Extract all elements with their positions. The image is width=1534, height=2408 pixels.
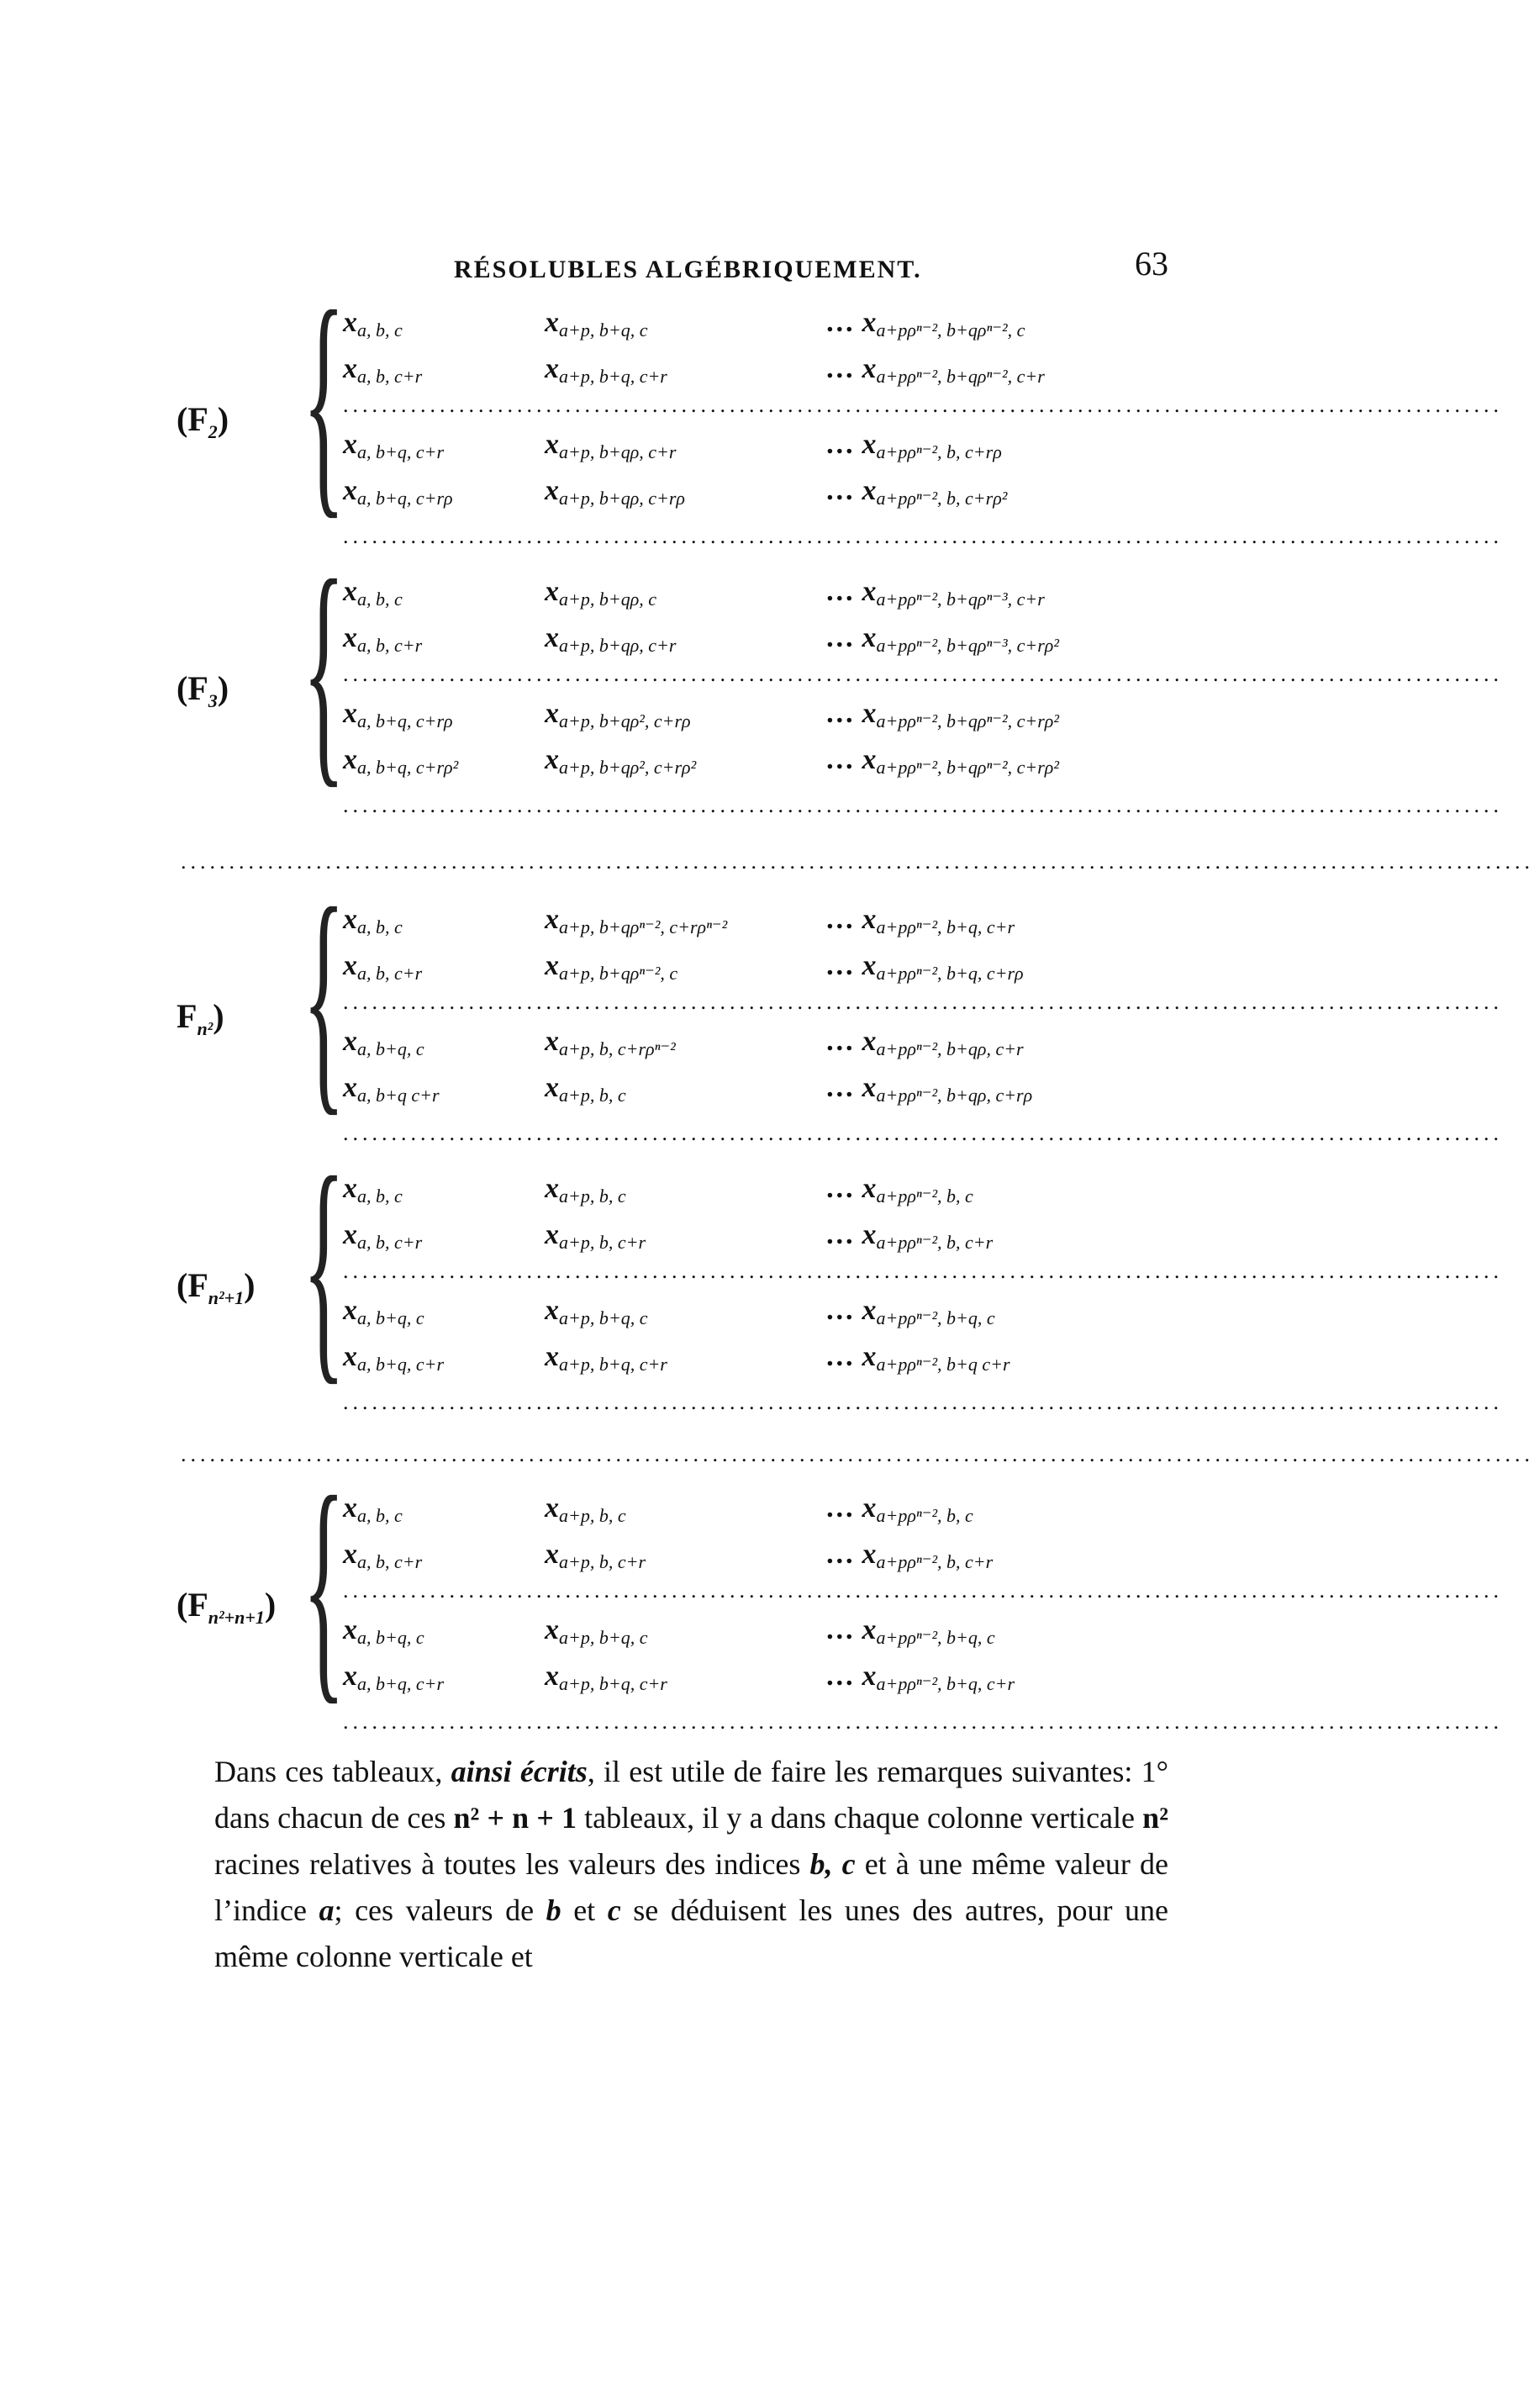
section-separator: ............................................................................................................................................ bbox=[181, 849, 1534, 874]
root-term: $x_{a+p, b+q\rho^2, c+r\rho}$ bbox=[545, 698, 691, 731]
root-term: $x_{a, b, c+r}$ bbox=[343, 1219, 423, 1253]
page-header bbox=[437, 244, 1168, 294]
paragraph-text: tableaux, il y a dans chaque colonne verticale bbox=[577, 1801, 1143, 1835]
root-term: $x_{a, b, c}$ bbox=[343, 307, 403, 341]
root-term: … $x_{a+p\rho^{n-2}, b+q\rho^{n-3}, c+r}$ bbox=[826, 576, 1045, 610]
dotted-line: ........................................................................................................................ bbox=[343, 1390, 1503, 1414]
root-term: … $x_{a+p\rho^{n-2}, b+q\rho^{n-3}, c+r\rho^2}$ bbox=[826, 622, 1059, 656]
root-term: $x_{a, b+q, c+r}$ bbox=[343, 429, 445, 462]
paragraph-text: , il est utile de faire les remarques suivantes: 1° dans chacun de ces bbox=[214, 1755, 1168, 1835]
root-term: $x_{a+p, b, c+r}$ bbox=[545, 1219, 646, 1253]
root-term: … $x_{a+p\rho^{n-2}, b, c}$ bbox=[826, 1173, 973, 1207]
table-label: $(F_{n^2+1})$ bbox=[177, 1266, 256, 1308]
root-term: … $x_{a+p\rho^{n-2}, b+q, c}$ bbox=[826, 1295, 995, 1328]
dotted-line: ........................................................................................................................ bbox=[343, 393, 1503, 417]
root-term: $x_{a, b+q, c+r\rho^2}$ bbox=[343, 744, 459, 778]
root-term: $x_{a+p, b+q, c}$ bbox=[545, 307, 648, 341]
root-term: $x_{a+p, b+q, c+r}$ bbox=[545, 1341, 667, 1375]
root-term: … $x_{a+p\rho^{n-2}, b, c+r\rho}$ bbox=[826, 429, 1002, 462]
root-term: … $x_{a+p\rho^{n-2}, b+q, c+r}$ bbox=[826, 904, 1015, 937]
dotted-line: ........................................................................................................................ bbox=[343, 1259, 1503, 1283]
dotted-line: ........................................................................................................................ bbox=[343, 524, 1503, 548]
root-term: $x_{a+p, b, c+r}$ bbox=[545, 1539, 646, 1572]
root-term: … $x_{a+p\rho^{n-2}, b+q\rho^{n-2}, c+r}$ bbox=[826, 353, 1045, 387]
root-term: $x_{a, b, c}$ bbox=[343, 904, 403, 937]
paragraph-text: ; ces valeurs de bbox=[334, 1893, 546, 1927]
root-term: $x_{a+p, b+q, c+r}$ bbox=[545, 353, 667, 387]
dotted-line: ........................................................................................................................ bbox=[343, 990, 1503, 1014]
root-term: $x_{a, b+q c+r}$ bbox=[343, 1072, 440, 1106]
root-term: $x_{a+p, b+q\rho, c+r\rho}$ bbox=[545, 475, 685, 509]
root-term: $x_{a, b, c+r}$ bbox=[343, 1539, 423, 1572]
root-term: $x_{a, b, c+r}$ bbox=[343, 950, 423, 984]
brace: { bbox=[303, 260, 345, 539]
table-label: $(F_3)$ bbox=[177, 669, 229, 711]
dotted-line: ........................................................................................................................ bbox=[343, 1121, 1503, 1145]
root-term: $x_{a+p, b+q, c}$ bbox=[545, 1295, 648, 1328]
paragraph-text: Dans ces tableaux, bbox=[214, 1755, 451, 1788]
root-term: … $x_{a+p\rho^{n-2}, b+q\rho, c+r}$ bbox=[826, 1026, 1024, 1059]
root-term: $x_{a, b, c}$ bbox=[343, 576, 403, 610]
brace: { bbox=[303, 1126, 345, 1405]
root-term: … $x_{a+p\rho^{n-2}, b, c}$ bbox=[826, 1492, 973, 1526]
root-term: $x_{a+p, b, c}$ bbox=[545, 1173, 626, 1207]
root-term: $x_{a, b+q, c+r}$ bbox=[343, 1341, 445, 1375]
paragraph-text: racines relatives à toutes les valeurs des indices bbox=[214, 1847, 810, 1881]
body-paragraph bbox=[214, 1749, 1168, 1980]
paragraph-formula: b, c bbox=[809, 1847, 856, 1881]
root-term: $x_{a+p, b, c+r\rho^{n-2}}$ bbox=[545, 1026, 676, 1059]
root-term: $x_{a+p, b+q\rho^2, c+r\rho^2}$ bbox=[545, 744, 697, 778]
root-term: $x_{a, b+q, c+r\rho}$ bbox=[343, 698, 453, 731]
equation-table bbox=[160, 1445, 1503, 1745]
paragraph-formula: c bbox=[607, 1893, 621, 1927]
root-term: … $x_{a+p\rho^{n-2}, b+q, c}$ bbox=[826, 1614, 995, 1648]
root-term: $x_{a+p, b, c}$ bbox=[545, 1492, 626, 1526]
paragraph-emphasis: ainsi écrits bbox=[451, 1755, 588, 1788]
paragraph-formula: n² bbox=[1142, 1801, 1168, 1835]
dotted-line: ........................................................................................................................ bbox=[343, 793, 1503, 817]
root-term: … $x_{a+p\rho^{n-2}, b, c+r}$ bbox=[826, 1219, 994, 1253]
brace: { bbox=[303, 857, 345, 1136]
root-term: … $x_{a+p\rho^{n-2}, b+q c+r}$ bbox=[826, 1341, 1010, 1375]
root-term: … $x_{a+p\rho^{n-2}, b+q\rho, c+r\rho}$ bbox=[826, 1072, 1033, 1106]
table-label: $(F_{n^2+n+1})$ bbox=[177, 1586, 277, 1628]
root-term: $x_{a, b+q, c}$ bbox=[343, 1614, 424, 1648]
equation-table bbox=[160, 529, 1503, 828]
root-term: $x_{a+p, b+q\rho^{n-2}, c+r\rho^{n-2}}$ bbox=[545, 904, 728, 937]
paragraph-formula: b bbox=[546, 1893, 561, 1927]
paragraph-formula: n² + n + 1 bbox=[453, 1801, 577, 1835]
equation-table bbox=[160, 1126, 1503, 1425]
root-term: $x_{a+p, b+q\rho, c}$ bbox=[545, 576, 657, 610]
table-label: $(F_2)$ bbox=[177, 400, 229, 442]
root-term: $x_{a+p, b+q\rho^{n-2}, c}$ bbox=[545, 950, 678, 984]
root-term: $x_{a, b, c+r}$ bbox=[343, 353, 423, 387]
root-term: $x_{a+p, b+q\rho, c+r}$ bbox=[545, 429, 677, 462]
root-term: $x_{a, b+q, c+r}$ bbox=[343, 1661, 445, 1694]
brace: { bbox=[303, 1445, 345, 1724]
dotted-line: ........................................................................................................................ bbox=[343, 1578, 1503, 1603]
paragraph-formula: a bbox=[319, 1893, 335, 1927]
root-term: $x_{a+p, b+q\rho, c+r}$ bbox=[545, 622, 677, 656]
root-term: $x_{a, b, c+r}$ bbox=[343, 622, 423, 656]
root-term: … $x_{a+p\rho^{n-2}, b+q, c+r}$ bbox=[826, 1661, 1015, 1694]
brace: { bbox=[303, 529, 345, 808]
paragraph-text: et bbox=[561, 1893, 608, 1927]
root-term: $x_{a+p, b+q, c+r}$ bbox=[545, 1661, 667, 1694]
section-separator: ............................................................................................................................................ bbox=[181, 1442, 1534, 1466]
root-term: $x_{a, b+q, c}$ bbox=[343, 1026, 424, 1059]
root-term: $x_{a, b+q, c}$ bbox=[343, 1295, 424, 1328]
running-title: RÉSOLUBLES ALGÉBRIQUEMENT. bbox=[454, 256, 922, 283]
root-term: $x_{a+p, b+q, c}$ bbox=[545, 1614, 648, 1648]
root-term: … $x_{a+p\rho^{n-2}, b+q\rho^{n-2}, c+r\rho^2}$ bbox=[826, 698, 1059, 731]
root-term: … $x_{a+p\rho^{n-2}, b, c+r}$ bbox=[826, 1539, 994, 1572]
paragraph-text: et à une même valeur de l’indice bbox=[214, 1847, 1168, 1927]
page-number: 63 bbox=[1135, 245, 1168, 283]
root-term: $x_{a, b+q, c+r\rho}$ bbox=[343, 475, 453, 509]
equation-table bbox=[160, 857, 1503, 1156]
dotted-line: ........................................................................................................................ bbox=[343, 1709, 1503, 1734]
root-term: … $x_{a+p\rho^{n-2}, b+q\rho^{n-2}, c}$ bbox=[826, 307, 1025, 341]
root-term: $x_{a+p, b, c}$ bbox=[545, 1072, 626, 1106]
table-label: $F_{n^2}$) bbox=[177, 997, 224, 1039]
root-term: … $x_{a+p\rho^{n-2}, b, c+r\rho^2}$ bbox=[826, 475, 1008, 509]
root-term: $x_{a, b, c}$ bbox=[343, 1492, 403, 1526]
root-term: … $x_{a+p\rho^{n-2}, b+q, c+r\rho}$ bbox=[826, 950, 1024, 984]
dotted-line: ........................................................................................................................ bbox=[343, 662, 1503, 686]
paragraph-text: se déduisent les unes des autres, pour une même colonne verticale et bbox=[214, 1893, 1169, 1973]
root-term: $x_{a, b, c}$ bbox=[343, 1173, 403, 1207]
root-term: … $x_{a+p\rho^{n-2}, b+q\rho^{n-2}, c+r\rho^2}$ bbox=[826, 744, 1059, 778]
